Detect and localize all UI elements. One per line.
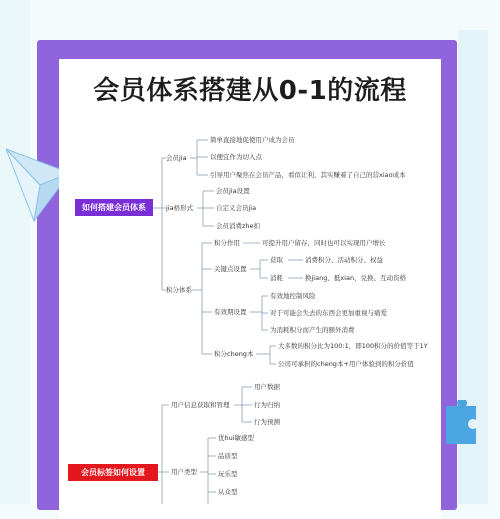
leaf-text: 优hui敏感型 bbox=[218, 434, 255, 442]
root-node-member-system: 如何搭建会员体系 bbox=[75, 199, 153, 216]
leaf-text: 换jiang、抵xian、兑换、互动资格 bbox=[305, 274, 407, 282]
branch-price-form: jia格形式 bbox=[166, 204, 194, 212]
leaf-text: 行为归纳 bbox=[254, 401, 280, 409]
leaf-text: 消费积分、活动积分、权益 bbox=[305, 256, 383, 264]
leaf-text: 行为预测 bbox=[254, 418, 280, 426]
leaf-text: 公司可承担的cheng本+用户体验到的积分价值 bbox=[278, 360, 414, 368]
leaf-text: 自定义会员jia bbox=[216, 204, 257, 212]
sub-branch-points-role: 积分作用 bbox=[214, 239, 240, 247]
leaf-text: 引导用户聚焦在会员产品，看似让利，其实赚着了自己的营xiao成本 bbox=[210, 171, 406, 179]
leaf-text: 品质型 bbox=[218, 452, 238, 460]
sub-branch-points-cost: 积分cheng本 bbox=[214, 350, 254, 358]
leaf-text: 为消耗积分而产生的额外消费 bbox=[270, 326, 355, 334]
branch-user-info: 用户信息获取和管理 bbox=[171, 401, 230, 409]
leaf-text: 会员消费zhe扣 bbox=[216, 222, 261, 230]
leaf-text: 会员jia设置 bbox=[216, 187, 250, 195]
branch-member-price: 会员jia bbox=[166, 154, 187, 162]
leaf-text: 从众型 bbox=[218, 488, 238, 496]
leaf-text: 玩乐型 bbox=[218, 470, 238, 478]
leaf-text: 可提升用户留存，同时也可以实现用户增长 bbox=[262, 239, 386, 247]
sub-branch-validity: 有效期设置 bbox=[214, 308, 247, 316]
leaf-text: 以便宜作为切入点 bbox=[210, 153, 262, 161]
sub-branch-key-points: 关键点设置 bbox=[214, 265, 247, 273]
sub-branch-acquire: 获取 bbox=[270, 256, 283, 264]
leaf-text: 大多数的积分比为100:1，即100积分的价值等于1Y bbox=[278, 342, 428, 350]
leaf-text: 有效地控制风险 bbox=[270, 292, 316, 300]
page-title: 会员体系搭建从0-1的流程 bbox=[93, 76, 407, 106]
leaf-text: 简单直接地促使用户成为会员 bbox=[210, 136, 295, 144]
branch-points-system: 积分体系 bbox=[166, 286, 192, 294]
leaf-text: 用户数据 bbox=[254, 383, 280, 391]
root-node-member-tags: 会员标签如何设置 bbox=[68, 464, 158, 481]
branch-user-type: 用户类型 bbox=[171, 468, 197, 476]
leaf-text: 对于可能会失去的东西会更加重视与痛爱 bbox=[270, 309, 387, 317]
sub-branch-consume: 消耗 bbox=[270, 274, 283, 282]
